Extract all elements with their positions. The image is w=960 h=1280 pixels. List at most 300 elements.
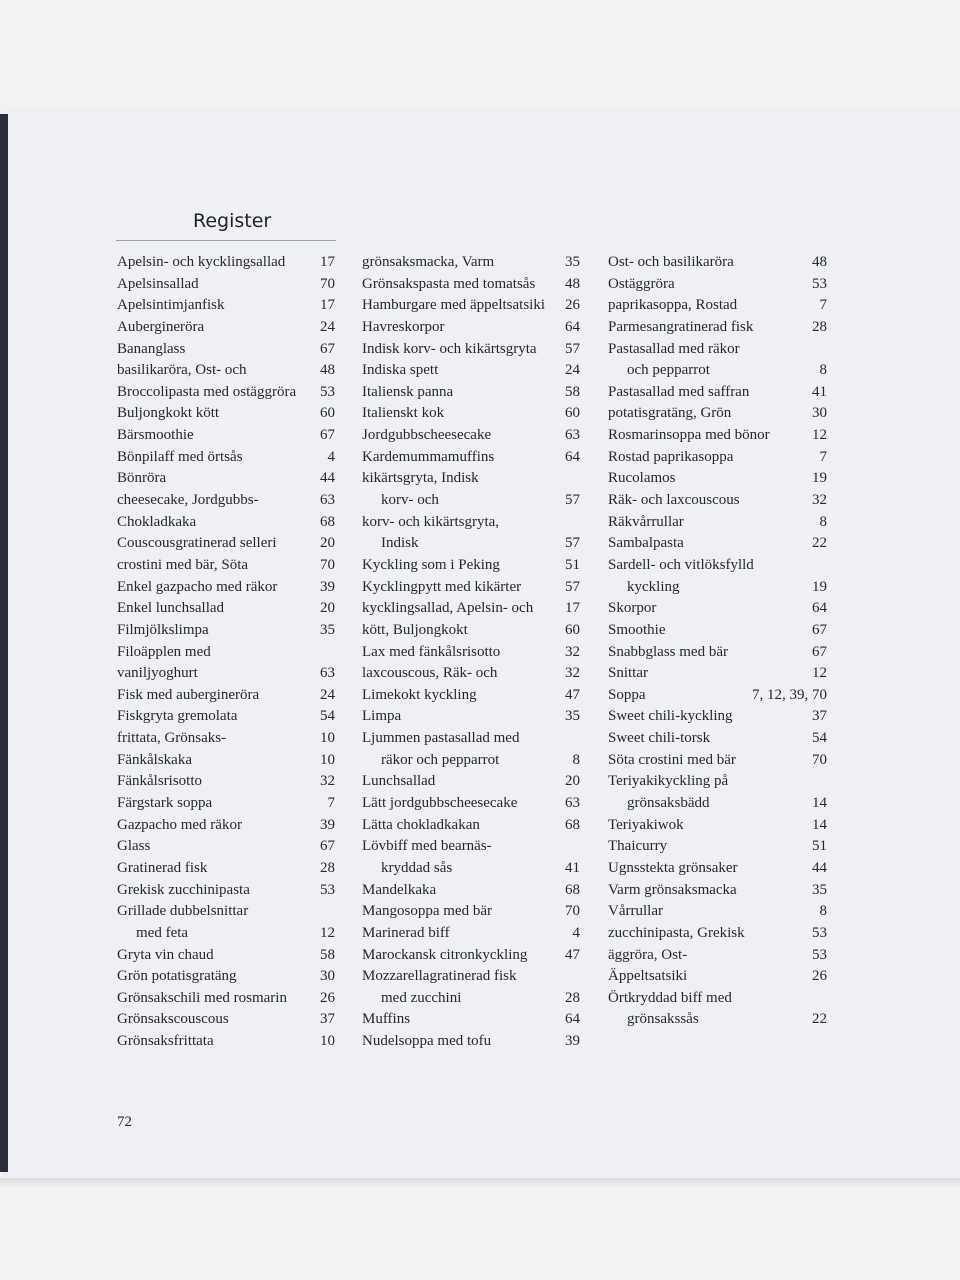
entry-page: 67: [320, 340, 335, 357]
index-entry: [362, 901, 580, 923]
index-entry: [608, 685, 827, 707]
entry-text: grönsaksbädd: [627, 795, 710, 812]
entry-text: Lövbiff med bearnäs-: [362, 838, 492, 855]
index-entry: [117, 274, 335, 296]
entry-page: 63: [565, 427, 580, 444]
entry-page: 35: [320, 621, 335, 638]
entry-text: laxcouscous, Räk- och: [362, 665, 498, 682]
index-entry: [608, 425, 827, 447]
entry-page: 60: [320, 405, 335, 422]
book-binding: [0, 114, 8, 1172]
entry-page: 57: [565, 340, 580, 357]
entry-text: Broccolipasta med ostäggröra: [117, 383, 297, 400]
entry-text: Teriyakiwok: [608, 816, 684, 833]
index-entry: [117, 685, 335, 707]
entry-text: Fänkålskaka: [117, 751, 192, 768]
index-entry: [608, 642, 827, 664]
index-entry: [608, 663, 827, 685]
index-entry: [362, 642, 580, 664]
entry-text: korv- och: [381, 492, 439, 509]
index-entry: [362, 360, 580, 382]
index-entry: [117, 295, 335, 317]
entry-text: Grönsakschili med rosmarin: [117, 989, 287, 1006]
entry-text: Grönsaksfrittata: [117, 1033, 214, 1050]
entry-text: Ost- och basilikaröra: [608, 254, 734, 270]
entry-text: Marockansk citronkyckling: [362, 946, 528, 963]
index-entry: [608, 706, 827, 728]
index-entry: [362, 512, 580, 534]
index-column-3: [608, 252, 827, 1031]
entry-text: Varm grönsaksmacka: [608, 881, 737, 898]
entry-text: Chokladkaka: [117, 513, 197, 530]
index-entry: [608, 988, 827, 1010]
entry-text: Couscousgratinerad selleri: [117, 535, 277, 552]
entry-text: Gryta vin chaud: [117, 946, 214, 963]
index-entry: [608, 815, 827, 837]
entry-page: 22: [812, 1011, 827, 1028]
entry-text: med zucchini: [381, 989, 462, 1006]
index-entry: [117, 988, 335, 1010]
entry-page: 10: [320, 751, 335, 768]
index-entry: [117, 880, 335, 902]
entry-text: Ljummen pastasallad med: [362, 730, 520, 747]
entry-text: Apelsintimjanfisk: [117, 297, 225, 314]
entry-page: 32: [565, 665, 580, 682]
entry-page: 8: [819, 362, 827, 379]
entry-page: 63: [320, 665, 335, 682]
page-title: Register: [193, 210, 272, 232]
entry-page: 7: [819, 448, 827, 465]
index-entry: [608, 317, 827, 339]
entry-page: 53: [812, 946, 827, 963]
entry-page: 68: [320, 513, 335, 530]
entry-text: basilikaröra, Ost- och: [117, 362, 247, 379]
index-entry: [362, 533, 580, 555]
entry-text: Sambalpasta: [608, 535, 684, 552]
entry-page: 67: [320, 427, 335, 444]
index-entry: [362, 988, 580, 1010]
index-entry: [117, 533, 335, 555]
entry-page: 54: [812, 730, 827, 747]
entry-page: 24: [320, 686, 335, 703]
index-entry: [608, 793, 827, 815]
entry-page: 68: [565, 816, 580, 833]
entry-page: 39: [565, 1033, 580, 1050]
entry-page: 68: [565, 881, 580, 898]
entry-page: 28: [320, 859, 335, 876]
entry-page: 35: [565, 708, 580, 725]
entry-page: 48: [812, 254, 827, 270]
index-entry: [608, 923, 827, 945]
entry-page: 28: [812, 318, 827, 335]
entry-text: Bärsmoothie: [117, 427, 194, 444]
page-edge: [0, 1178, 960, 1188]
index-entry: [608, 274, 827, 296]
entry-page: 64: [812, 600, 827, 617]
index-entry: [608, 771, 827, 793]
entry-text: Soppa: [608, 686, 646, 703]
entry-text: äggröra, Ost-: [608, 946, 688, 963]
index-entry: [362, 447, 580, 469]
entry-page: 19: [812, 470, 827, 487]
entry-text: Italiensk panna: [362, 383, 454, 400]
entry-page: 14: [812, 816, 827, 833]
entry-page: 35: [565, 254, 580, 270]
entry-text: Gazpacho med räkor: [117, 816, 242, 833]
entry-page: 26: [565, 297, 580, 314]
entry-text: Indisk: [381, 535, 419, 552]
entry-text: Räk- och laxcouscous: [608, 492, 740, 509]
entry-text: Indiska spett: [362, 362, 439, 379]
entry-text: Grönsakscouscous: [117, 1011, 229, 1028]
entry-text: Parmesangratinerad fisk: [608, 318, 754, 335]
index-entry: [362, 1009, 580, 1031]
index-entry: [117, 966, 335, 988]
entry-text: Kycklingpytt med kikärter: [362, 578, 522, 595]
entry-page: 60: [565, 405, 580, 422]
index-entry: [117, 447, 335, 469]
entry-text: zucchinipasta, Grekisk: [608, 924, 745, 941]
entry-text: Kyckling som i Peking: [362, 556, 500, 573]
index-entry: [117, 1009, 335, 1031]
entry-page: 53: [812, 924, 827, 941]
entry-page: 20: [320, 600, 335, 617]
index-entry: [362, 425, 580, 447]
entry-text: Bönpilaff med örtsås: [117, 448, 243, 465]
entry-page: 64: [565, 448, 580, 465]
index-entry: [362, 815, 580, 837]
entry-page: 7: [819, 297, 827, 314]
entry-text: kycklingsallad, Apelsin- och: [362, 600, 534, 617]
index-entry: [117, 382, 335, 404]
index-entry: [362, 858, 580, 880]
entry-text: Sardell- och vitlöksfylld: [608, 556, 754, 573]
entry-page: 14: [812, 795, 827, 812]
index-entry: [117, 490, 335, 512]
page-number: 72: [117, 1114, 132, 1130]
index-entry: [117, 945, 335, 967]
entry-page: 26: [320, 989, 335, 1006]
entry-page: 26: [812, 968, 827, 985]
entry-text: Buljongkokt kött: [117, 405, 220, 422]
entry-text: räkor och pepparrot: [381, 751, 500, 768]
entry-text: Rostad paprikasoppa: [608, 448, 734, 465]
entry-page: 37: [320, 1011, 335, 1028]
index-entry: [362, 923, 580, 945]
index-entry: [362, 771, 580, 793]
index-entry: [608, 447, 827, 469]
entry-text: Lätt jordgubbscheesecake: [362, 795, 518, 812]
index-entry: [362, 836, 580, 858]
entry-text: Teriyakikyckling på: [608, 773, 729, 790]
entry-text: grönsaksmacka, Varm: [362, 254, 495, 270]
entry-page: 57: [565, 578, 580, 595]
index-entry: [608, 945, 827, 967]
entry-page: 53: [320, 383, 335, 400]
entry-page: 47: [565, 946, 580, 963]
entry-text: Jordgubbscheesecake: [362, 427, 492, 444]
index-entry: [117, 598, 335, 620]
entry-page: 47: [565, 686, 580, 703]
entry-text: Muffins: [362, 1011, 411, 1028]
entry-page: 12: [812, 427, 827, 444]
entry-page: 41: [812, 383, 827, 400]
entry-text: grönsakssås: [627, 1011, 699, 1028]
index-entry: [117, 706, 335, 728]
entry-text: med feta: [136, 924, 189, 941]
index-entry: [117, 512, 335, 534]
entry-page: 63: [320, 492, 335, 509]
title-rule: [116, 240, 336, 241]
entry-page: 58: [320, 946, 335, 963]
entry-page: 67: [812, 643, 827, 660]
entry-text: kött, Buljongkokt: [362, 621, 468, 638]
index-entry: [362, 685, 580, 707]
index-entry: [362, 274, 580, 296]
entry-text: Rosmarinsoppa med bönor: [608, 427, 770, 444]
entry-text: Smoothie: [608, 621, 666, 638]
entry-text: Gratinerad fisk: [117, 859, 208, 876]
index-entry: [117, 728, 335, 750]
index-entry: [117, 1031, 335, 1053]
entry-page: 17: [565, 600, 580, 617]
entry-page: 39: [320, 816, 335, 833]
entry-text: Lätta chokladkakan: [362, 816, 480, 833]
entry-text: Bananglass: [117, 340, 186, 357]
entry-text: Apelsinsallad: [117, 275, 199, 292]
entry-page: 12: [320, 924, 335, 941]
entry-text: Färgstark soppa: [117, 795, 213, 812]
entry-page: 63: [565, 795, 580, 812]
index-entry: [362, 490, 580, 512]
entry-page: 53: [812, 275, 827, 292]
index-entry: [362, 382, 580, 404]
index-entry: [117, 815, 335, 837]
index-entry: [117, 317, 335, 339]
index-entry: [608, 966, 827, 988]
entry-text: Ostäggröra: [608, 275, 675, 292]
index-entry: [117, 339, 335, 361]
entry-page: 19: [812, 578, 827, 595]
entry-page: 8: [819, 513, 827, 530]
entry-text: kryddad sås: [381, 859, 453, 876]
entry-text: Snittar: [608, 665, 648, 682]
entry-text: Kardemummamuffins: [362, 448, 495, 465]
entry-page: 70: [812, 751, 827, 768]
entry-text: Sweet chili-kyckling: [608, 708, 733, 725]
entry-text: Havreskorpor: [362, 318, 445, 335]
entry-text: Limpa: [362, 708, 402, 725]
entry-text: Ugnsstekta grönsaker: [608, 859, 738, 876]
entry-text: Hamburgare med äppeltsatsiki: [362, 297, 546, 314]
index-entry: [608, 490, 827, 512]
entry-text: Äppeltsatsiki: [608, 968, 688, 985]
entry-text: Indisk korv- och kikärtsgryta: [362, 340, 537, 357]
entry-text: Limekokt kyckling: [362, 686, 477, 703]
index-entry: [362, 598, 580, 620]
entry-text: frittata, Grönsaks-: [117, 730, 227, 747]
entry-page: 32: [565, 643, 580, 660]
entry-page: 51: [565, 556, 580, 573]
entry-text: Enkel lunchsallad: [117, 600, 225, 617]
index-entry: [362, 793, 580, 815]
entry-page: 57: [565, 492, 580, 509]
index-entry: [362, 750, 580, 772]
index-entry: [362, 468, 580, 490]
index-column-2: [362, 252, 580, 1053]
entry-text: crostini med bär, Söta: [117, 556, 249, 573]
entry-text: Pastasallad med saffran: [608, 383, 750, 400]
entry-text: Marinerad biff: [362, 924, 450, 941]
entry-text: Filmjölkslimpa: [117, 621, 209, 638]
entry-text: Lax med fänkålsrisotto: [362, 643, 501, 660]
index-entry: [362, 555, 580, 577]
index-entry: [608, 468, 827, 490]
entry-text: Grön potatisgratäng: [117, 968, 237, 985]
index-entry: [362, 1031, 580, 1053]
entry-text: Rucolamos: [608, 470, 676, 487]
entry-page: 37: [812, 708, 827, 725]
entry-text: paprikasoppa, Rostad: [608, 297, 738, 314]
entry-page: 17: [320, 297, 335, 314]
entry-page: 32: [812, 492, 827, 509]
entry-page: 67: [812, 621, 827, 638]
index-entry: [362, 880, 580, 902]
entry-page: 58: [565, 383, 580, 400]
entry-page: 64: [565, 1011, 580, 1028]
entry-text: Italienskt kok: [362, 405, 445, 422]
entry-text: Thaicurry: [608, 838, 668, 855]
entry-page: 70: [320, 275, 335, 292]
index-entry: [362, 620, 580, 642]
entry-page: 51: [812, 838, 827, 855]
index-entry: [117, 468, 335, 490]
entry-page: 20: [565, 773, 580, 790]
index-entry: [608, 533, 827, 555]
index-entry: [117, 901, 335, 923]
index-entry: [117, 620, 335, 642]
entry-text: Glass: [117, 838, 151, 855]
index-entry: [362, 663, 580, 685]
index-entry: [362, 945, 580, 967]
index-entry: [608, 1009, 827, 1031]
entry-page: 48: [565, 275, 580, 292]
index-entry: [608, 750, 827, 772]
index-entry: [608, 555, 827, 577]
index-entry: [117, 858, 335, 880]
index-entry: [117, 577, 335, 599]
index-entry: [608, 620, 827, 642]
index-entry: [362, 295, 580, 317]
entry-page: 60: [565, 621, 580, 638]
index-entry: [117, 360, 335, 382]
index-entry: [362, 252, 580, 274]
entry-page: 4: [327, 448, 335, 465]
entry-page: 41: [565, 859, 580, 876]
entry-page: 39: [320, 578, 335, 595]
entry-page: 70: [565, 903, 580, 920]
entry-page: 57: [565, 535, 580, 552]
entry-page: 53: [320, 881, 335, 898]
index-entry: [117, 663, 335, 685]
entry-text: Räkvårrullar: [608, 513, 684, 530]
entry-page: 12: [812, 665, 827, 682]
index-entry: [362, 728, 580, 750]
entry-text: Sweet chili-torsk: [608, 730, 711, 747]
index-entry: [117, 923, 335, 945]
entry-text: kyckling: [627, 578, 680, 595]
entry-page: 30: [812, 405, 827, 422]
index-entry: [608, 728, 827, 750]
index-entry: [362, 966, 580, 988]
entry-page: 44: [812, 859, 827, 876]
entry-text: Vårrullar: [608, 903, 663, 920]
index-entry: [608, 836, 827, 858]
entry-text: Snabbglass med bär: [608, 643, 728, 660]
index-entry: [117, 403, 335, 425]
entry-page: 30: [320, 968, 335, 985]
index-entry: [117, 252, 335, 274]
entry-page: 10: [320, 730, 335, 747]
entry-text: Bönröra: [117, 470, 167, 487]
entry-text: Mandelkaka: [362, 881, 437, 898]
index-entry: [608, 252, 827, 274]
entry-text: Enkel gazpacho med räkor: [117, 578, 278, 595]
entry-text: Fänkålsrisotto: [117, 773, 202, 790]
entry-text: Nudelsoppa med tofu: [362, 1033, 492, 1050]
entry-text: korv- och kikärtsgryta,: [362, 513, 500, 530]
index-entry: [608, 403, 827, 425]
index-entry: [608, 339, 827, 361]
entry-text: Pastasallad med räkor: [608, 340, 740, 357]
entry-text: cheesecake, Jordgubbs-: [117, 492, 259, 509]
index-entry: [608, 858, 827, 880]
entry-page: 4: [572, 924, 580, 941]
entry-page: 7: [327, 795, 335, 812]
entry-page: 17: [320, 254, 335, 270]
entry-text: Fiskgryta gremolata: [117, 708, 238, 725]
entry-page: 8: [819, 903, 827, 920]
index-entry: [608, 512, 827, 534]
entry-page: 54: [320, 708, 335, 725]
entry-text: Filoäpplen med: [117, 643, 211, 660]
entry-text: Mangosoppa med bär: [362, 903, 492, 920]
index-column-1: [117, 252, 335, 1053]
entry-text: vaniljyoghurt: [117, 665, 198, 682]
entry-text: Söta crostini med bär: [608, 751, 736, 768]
entry-page: 35: [812, 881, 827, 898]
entry-page: 24: [320, 318, 335, 335]
index-entry: [117, 555, 335, 577]
entry-text: potatisgratäng, Grön: [608, 405, 732, 422]
index-entry: [117, 425, 335, 447]
index-entry: [117, 642, 335, 664]
entry-text: Aubergineröra: [117, 318, 205, 335]
index-entry: [117, 750, 335, 772]
index-entry: [608, 880, 827, 902]
entry-page: 22: [812, 535, 827, 552]
entry-page: 70: [320, 556, 335, 573]
index-entry: [117, 793, 335, 815]
entry-page: 10: [320, 1033, 335, 1050]
entry-page: 48: [320, 362, 335, 379]
entry-page: 44: [320, 470, 335, 487]
index-entry: [608, 598, 827, 620]
entry-text: Skorpor: [608, 600, 657, 617]
index-entry: [362, 577, 580, 599]
entry-page: 8: [572, 751, 580, 768]
index-entry: [362, 317, 580, 339]
